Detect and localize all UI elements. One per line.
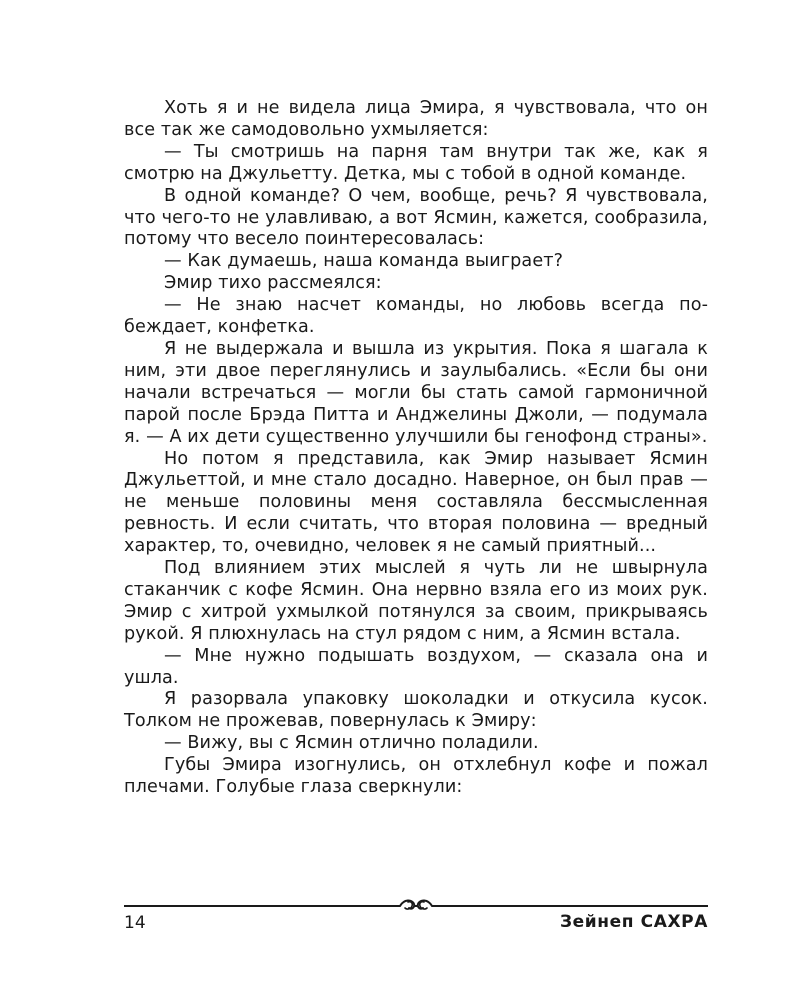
paragraph-7: Я не выдержала и вышла из укрытия. Пока я шагала к ним, эти двое переглянулись и заулыбались. «Если бы они начали встречаться — могли бы стать самой гармоничной парой после Брэда Питта и Анджелины Джоли, — подумала я. — А их дети существенно улучшили бы генофонд страны».	[124, 338, 708, 447]
paragraph-5: Эмир тихо рассмеялся:	[164, 273, 382, 294]
paragraph-9: Под влиянием этих мыслей я чуть ли не швырнула стаканчик с кофе Ясмин. Она нервно взяла его из моих рук. Эмир с хитрой ухмылкой потянулся за своим, прикрываясь рукой. Я плюхнулась на стул рядом с ним, а Ясмин встала.	[124, 558, 708, 644]
page-number: 14	[124, 913, 146, 933]
paragraph-11: Я разорвала упаковку шоколадки и откусила кусок. Толком не прожевав, повернулась к Эмиру:	[124, 689, 708, 732]
running-head-author: Зейнеп САХРА	[559, 912, 708, 932]
paragraph-6: — Не знаю насчет команды, но любовь всегда побеждает, конфетка.	[124, 295, 708, 338]
paragraph-12: — Вижу, вы с Ясмин отлично поладили.	[164, 733, 539, 754]
paragraph-1: Хоть я и не видела лица Эмира, я чувствовала, что он все так же самодовольно ухмыляется:	[124, 98, 708, 140]
paragraph-4: — Как думаешь, наша команда выиграет?	[164, 251, 564, 272]
paragraph-8: Но потом я представила, как Эмир называет Ясмин Джульеттой, и мне стало досадно. Наверное, он был прав — не меньше половины меня составляла бессмысленная ревность. И если считать, что вторая половина — вредный характер, то, очевидно, человек я не самый приятный...	[124, 448, 708, 557]
paragraph-13: Губы Эмира изогнулись, он отхлебнул кофе и пожал плечами. Голубые глаза сверкнули:	[124, 755, 708, 798]
paragraph-2: — Ты смотришь на парня там внутри так же, как я смотрю на Джульетту. Детка, мы с тобой в одной команде.	[124, 141, 708, 184]
page-body	[124, 98, 708, 799]
paragraph-10: — Мне нужно подышать воздухом, — сказала она и ушла.	[124, 645, 708, 688]
paragraph-3: В одной команде? О чем, вообще, речь? Я чувствовала, что чего-то не улавливаю, а вот Ясмин, кажется, сообразила, потому что весело поинтересовалась:	[124, 185, 708, 250]
